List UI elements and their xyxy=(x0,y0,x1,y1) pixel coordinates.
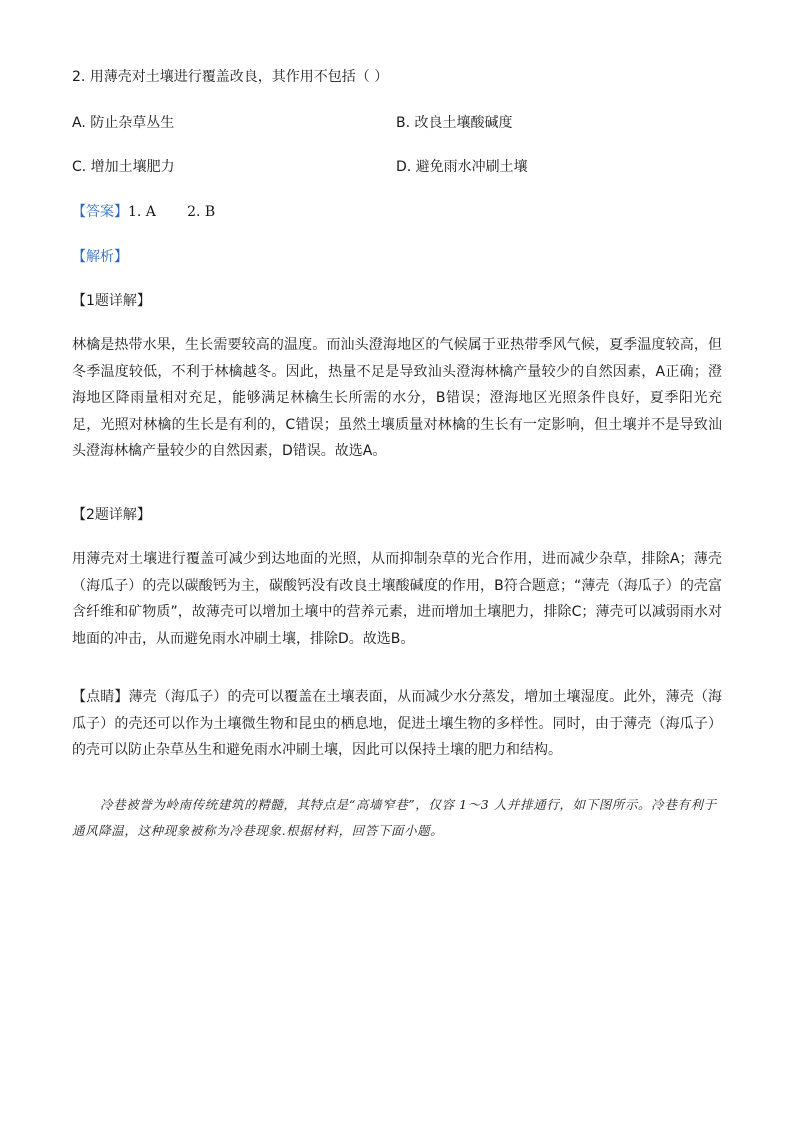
answer-line xyxy=(72,201,215,221)
material-paragraph: 冷巷被誉为岭南传统建筑的精髓，其特点是“高墙窄巷”，仅容 1～3 人并排通行，如下图所示。冷巷有利于通风降温，这种现象被称为冷巷现象.根据材料，回答下面小题。 xyxy=(72,797,717,838)
option-a[interactable]: A. 防止杂草丛生 xyxy=(72,115,175,131)
tip-tag: 【点睛】 xyxy=(72,689,129,705)
analysis-tag: 【解析】 xyxy=(72,249,128,265)
detail-2-heading: 【2题详解】 xyxy=(72,507,151,523)
detail-2-text: 用薄壳对土壤进行覆盖可减少到达地面的光照，从而抑制杂草的光合作用，进而减少杂草，排除A；薄壳（海瓜子）的壳以碳酸钙为主，碳酸钙没有改良土壤酸碱度的作用，B符合题意；“薄壳（海瓜子）的壳富含纤维和矿物质”，故薄壳可以增加土壤中的营养元素，进而增加土壤肥力，排除C；薄壳可以减弱雨水对地面的冲击，从而避免雨水冲刷土壤，排除D。故选B。 xyxy=(72,551,722,647)
tip-text: 薄壳（海瓜子）的壳可以覆盖在土壤表面，从而减少水分蒸发，增加土壤湿度。此外，薄壳（海瓜子）的壳还可以作为土壤微生物和昆虫的栖息地，促进土壤生物的多样性。同时，由于薄壳（海瓜子）的壳可以防止杂草丛生和避免雨水冲刷土壤，因此可以保持土壤的肥力和结构。 xyxy=(72,689,723,758)
option-b[interactable]: B. 改良土壤酸碱度 xyxy=(396,115,513,131)
answer-text: 1. A 2. B xyxy=(128,204,216,220)
option-d[interactable]: D. 避免雨水冲刷土壤 xyxy=(396,159,528,175)
option-c[interactable]: C. 增加土壤肥力 xyxy=(72,159,175,175)
detail-1-heading: 【1题详解】 xyxy=(72,293,151,309)
question-2-stem: 2. 用薄壳对土壤进行覆盖改良，其作用不包括（ ） xyxy=(72,69,389,85)
detail-1-text: 林檎是热带水果，生长需要较高的温度。而汕头澄海地区的气候属于亚热带季风气候，夏季温度较高，但冬季温度较低，不利于林檎越冬。因此，热量不足是导致汕头澄海林檎产量较少的自然因素，A正确；澄海地区降雨量相对充足，能够满足林檎生长所需的水分，B错误；澄海地区光照条件良好，夏季阳光充足，光照对林檎的生长是有利的，C错误；虽然土壤质量对林檎的生长有一定影响，但土壤并不是导致汕头澄海林檎产量较少的自然因素，D错误。故选A。 xyxy=(72,337,722,459)
answer-tag: 【答案】 xyxy=(72,204,128,220)
tip-paragraph xyxy=(72,684,722,764)
